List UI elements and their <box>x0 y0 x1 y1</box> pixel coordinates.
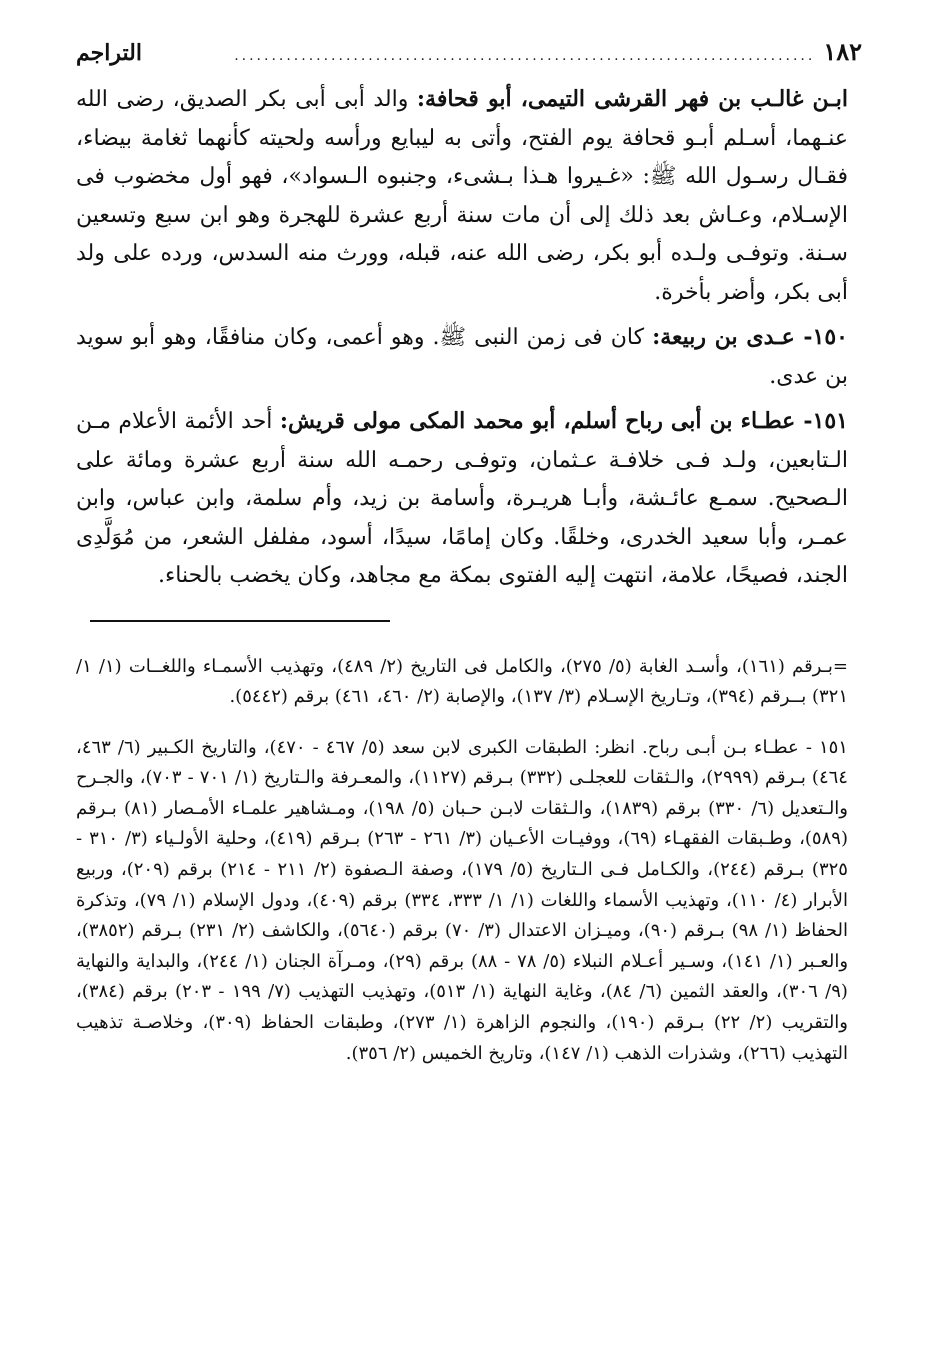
footnote-number: ١٥١ - <box>798 736 848 758</box>
entry-body: والد أبى أبى بكر الصديق، رضى الله عنـهما، أسـلم أبـو قحافة يوم الفتح، وأتى به ليبايع ورأسه ولحيته كأنهما ثغامة بيضاء، فقـال رسـول الله ﷺ: «غـيروا هـذا بـشىء، وجنبوه الـسواد»، فهو أول مخضوب فى الإسـلام، وعـاش بعد ذلك إلى أن مات سنة أربع عشرة للهجرة وهو ابن سبع وتسعين سـنة. وتوفـى ولـده أبو بكر، رضى الله عنه، قبله، وورث منه السدس، ورده على ولد أبى بكر، وأضر بأخرة. <box>76 87 848 305</box>
paragraph-entry-151 <box>76 402 848 596</box>
entry-body: كان فى زمن النبى ﷺ. وهو أعمى، وكان منافقًا، وهو أبو سويد بن عدى. <box>76 325 848 389</box>
entry-heading: ابـن غالـب بن فهر القرشى التيمى، أبو قحافة: <box>416 86 848 112</box>
book-page <box>76 30 862 1069</box>
entry-body: أحد الأئمة الأعلام مـن الـتابعين، ولـد فـى خلافـة عـثمان، وتوفـى رحمـه الله سنة أربع عشرة ومائة على الـصحيح. سمـع عائـشة، وأبـا هريـرة، وأسامة بن زيد، وأم سلمة، وابن عباس، وابن عمـر، وأبا سعيد الخدرى، وخلقًا. وكان إمامًا، سيدًا، أسود، مفلفل الشعر، من مُوَلَّدِى الجند، فصيحًا، علامة، انتهت إليه الفتوى بمكة مع مجاهد، وكان يخضب بالحناء. <box>76 409 848 588</box>
main-text <box>76 80 848 596</box>
running-header <box>76 30 862 74</box>
footnotes <box>76 652 848 1070</box>
header-leader-dots: .............................................................................. <box>234 48 816 64</box>
entry-heading: ١٥٠- عـدى بن ربيعة: <box>652 324 848 350</box>
footnote-separator <box>90 620 390 622</box>
footnote-continued: =بـرقم (١٦١)، وأسـد الغابة (٥/ ٢٧٥)، والكامل فى التاريخ (٢/ ٤٨٩)، وتهذيب الأسمـاء واللغــات (١/ ١/ ٣٢١) بــرقم (٣٩٤)، وتـاريخ الإسـلام (٣/ ١٣٧)، والإصابة (٢/ ٤٦٠، ٤٦١) برقم (٥٤٤٢). <box>76 655 848 708</box>
paragraph-entry-150 <box>76 318 848 396</box>
paragraph-abu-quhafa <box>76 80 848 312</box>
footnote-151 <box>76 733 848 1070</box>
page-number: ١٨٢ <box>823 37 862 66</box>
footnote-text: عطـاء بـن أبـى رباح. انظر: الطبقات الكبرى لابن سعد (٥/ ٤٦٧ - ٤٧٠)، والتاريخ الكـبير (٦/ ٤٦٣، ٤٦٤) بـرقم (٢٩٩٩)، والـثقات للعجلـى (٣٣٢) بـرقم (١١٢٧)، والمعـرفة والـتاريخ (١/ ٧٠١ - ٧٠٣)، والجـرح والـتعديل (٦/ ٣٣٠) برقم (١٨٣٩)، والـثقات لابـن حـبان (٥/ ١٩٨)، ومـشاهير علمـاء الأمـصار (٨١) بـرقم (٥٨٩)، وطـبقات الفقهـاء (٦٩)، ووفيـات الأعـيان (٣/ ٢٦١ - ٢٦٣) بـرقم (٤١٩)، وحلية الأولـياء (٣/ ٣١٠ - ٣٢٥) بـرقم (٢٤٤)، والكـامل فـى الـتاريخ (٥/ ١٧٩)، وصفة الـصفوة (٢/ ٢١١ - ٢١٤) برقم (٢٠٩)، وربيع الأبرار (٤/ ١١٠)، وتهذيب الأسماء واللغات (١/ ١/ ٣٣٣، ٣٣٤) برقم (٤٠٩)، ودول الإسلام (١/ ٧٩)، وتذكرة الحفاظ (١/ ٩٨) بـرقم (٩٠)، وميـزان الاعتدال (٣/ ٧٠) برقم (٥٦٤٠)، والكاشف (٢/ ٢٣١) بـرقم (٣٨٥٢)، والعـبر (١/ ١٤١)، وسـير أعـلام النبلاء (٥/ ٧٨ - ٨٨) برقم (٢٩)، ومـرآة الجنان (١/ ٢٤٤)، والبداية والنهاية (٩/ ٣٠٦)، والعقد الثمين (٦/ ٨٤)، وغاية النهاية (١/ ٥١٣)، وتهذيب التهذيب (٧/ ١٩٩ - ٢٠٣) برقم (٣٨٤)، والتقريب (٢/ ٢٢) بـرقم (١٩٠)، والنجوم الزاهرة (١/ ٢٧٣)، وطبقات الحفاظ (٣٠٩)، وخلاصـة تذهيب التهذيب (٢٦٦)، وشذرات الذهب (١/ ١٤٧)، وتاريخ الخميس (٢/ ٣٥٦). <box>76 736 849 1064</box>
entry-heading: ١٥١- عطـاء بن أبى رباح أسلم، أبو محمد المكى مولى قريش: <box>279 408 848 434</box>
section-title: التراجم <box>76 40 142 66</box>
